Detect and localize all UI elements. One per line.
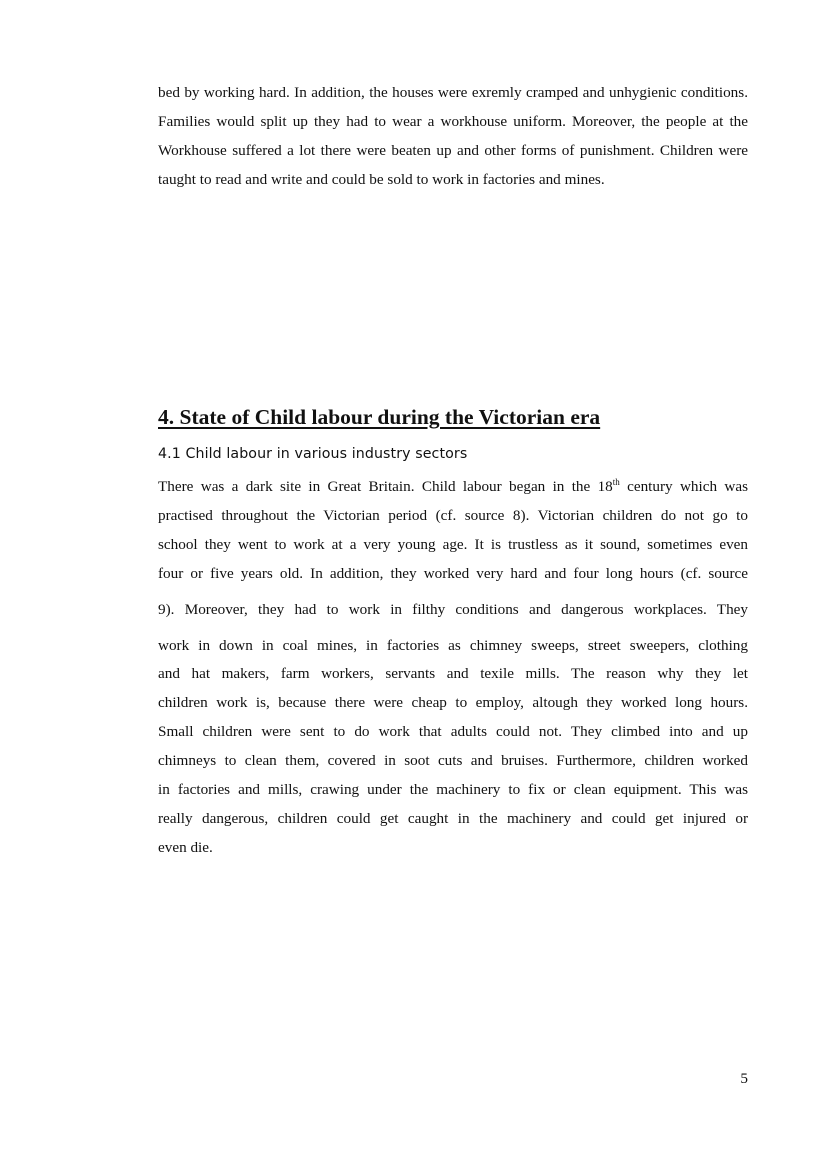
body-line: chimneys to clean them, covered in soot cuts and bruises. Furthermore, children worked [158,752,748,769]
body-text: century which was [619,478,748,495]
body-line: 9). Moreover, they had to work in filthy conditions and dangerous workplaces. They [158,601,748,618]
body-line: Small children were sent to do work that adults could not. They climbed into and up [158,723,748,740]
page-number: 5 [740,1070,748,1087]
superscript: th [612,477,620,487]
body-line: really dangerous, children could get caught in the machinery and could get injured or [158,810,748,827]
body-line: even die. [158,839,213,856]
body-line [158,476,748,498]
body-line: four or five years old. In addition, they worked very hard and four long hours (cf. source [158,565,748,582]
body-line: children work is, because there were cheap to employ, altough they worked long hours. [158,694,748,711]
section-heading: 4. State of Child labour during the Victorian era [158,405,601,429]
body-line: work in down in coal mines, in factories as chimney sweeps, street sweepers, clothing [158,637,748,654]
subsection-heading: 4.1 Child labour in various industry sectors [158,446,468,462]
body-line: school they went to work at a very young age. It is trustless as it sound, sometimes even [158,536,748,553]
body-line: and hat makers, farm workers, servants and texile mills. The reason why they let [158,665,748,682]
body-line: practised throughout the Victorian period (cf. source 8). Victorian children do not go to [158,507,748,524]
intro-paragraph: bed by working hard. In addition, the houses were exremly cramped and unhygienic conditions. Families would split up they had to wear a workhouse uniform. Moreover, the people at the Workhouse suffered a lot there were beaten up and other forms of punishment. Children were taught to read and write and could be sold to work in factories and mines. [158,84,748,188]
body-line: in factories and mills, crawing under the machinery to fix or clean equipment. This was [158,781,748,798]
body-text: There was a dark site in Great Britain. Child labour began in the 18 [158,478,613,495]
